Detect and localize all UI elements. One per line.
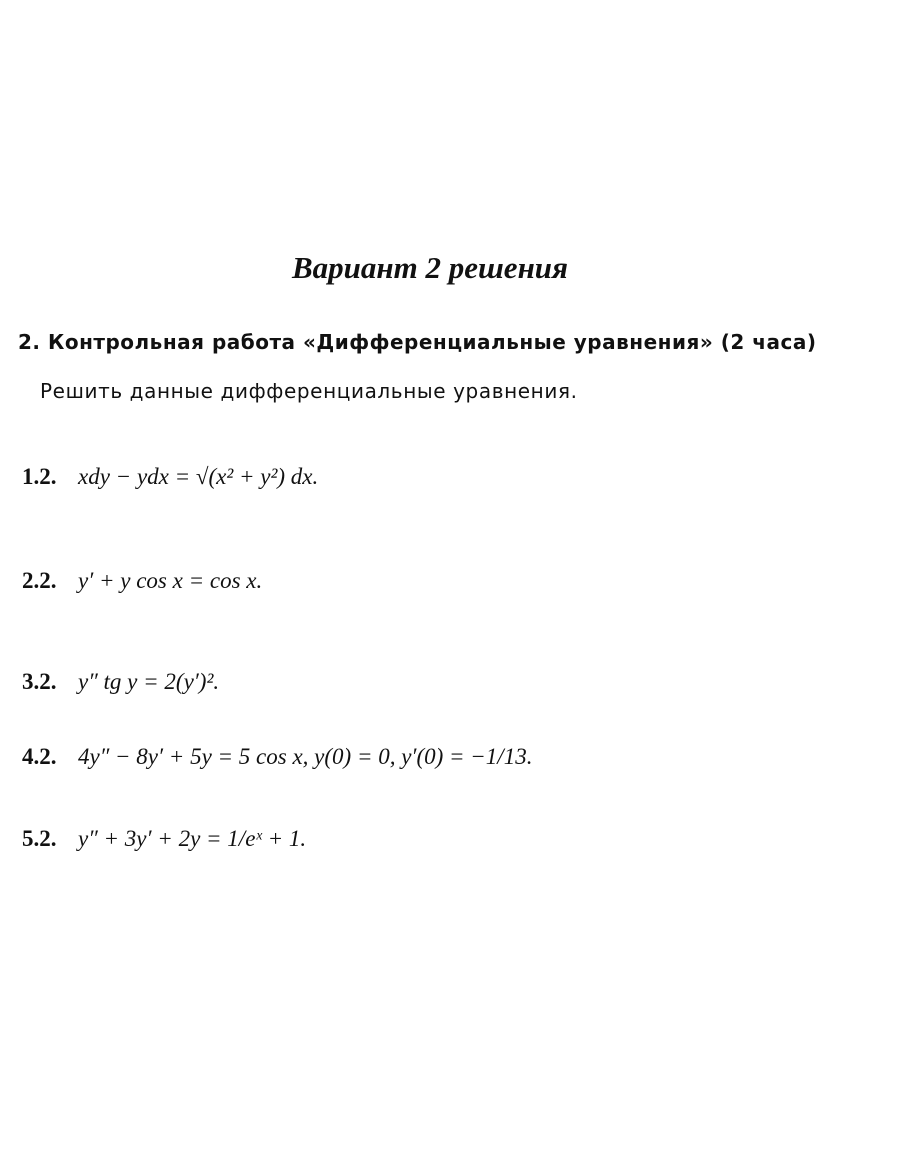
problem-number: 3.2. [22,669,57,694]
problem-number: 1.2. [22,464,57,489]
section-heading: 2. Контрольная работа «Дифференциальные уравнения» (2 часа) [18,330,817,354]
problem-item [22,826,306,852]
instruction-text: Решить данные дифференциальные уравнения. [40,379,578,403]
problem-number: 2.2. [22,568,57,593]
problem-item [22,568,262,594]
problem-equation: 4y″ − 8y′ + 5y = 5 cos x, y(0) = 0, y′(0) = −1/13. [78,744,533,769]
problem-item [22,464,318,490]
page-title: Вариант 2 решения [291,250,568,285]
problem-equation: y″ tg y = 2(y′)². [78,669,220,694]
problem-number: 4.2. [22,744,57,769]
problem-item [22,744,532,770]
problem-item [22,669,219,695]
problem-equation: y″ + 3y′ + 2y = 1/eˣ + 1. [78,826,307,851]
problem-number: 5.2. [22,826,57,851]
problem-equation: xdy − ydx = √(x² + y²) dx. [78,464,319,489]
problem-equation: y′ + y cos x = cos x. [78,568,263,593]
